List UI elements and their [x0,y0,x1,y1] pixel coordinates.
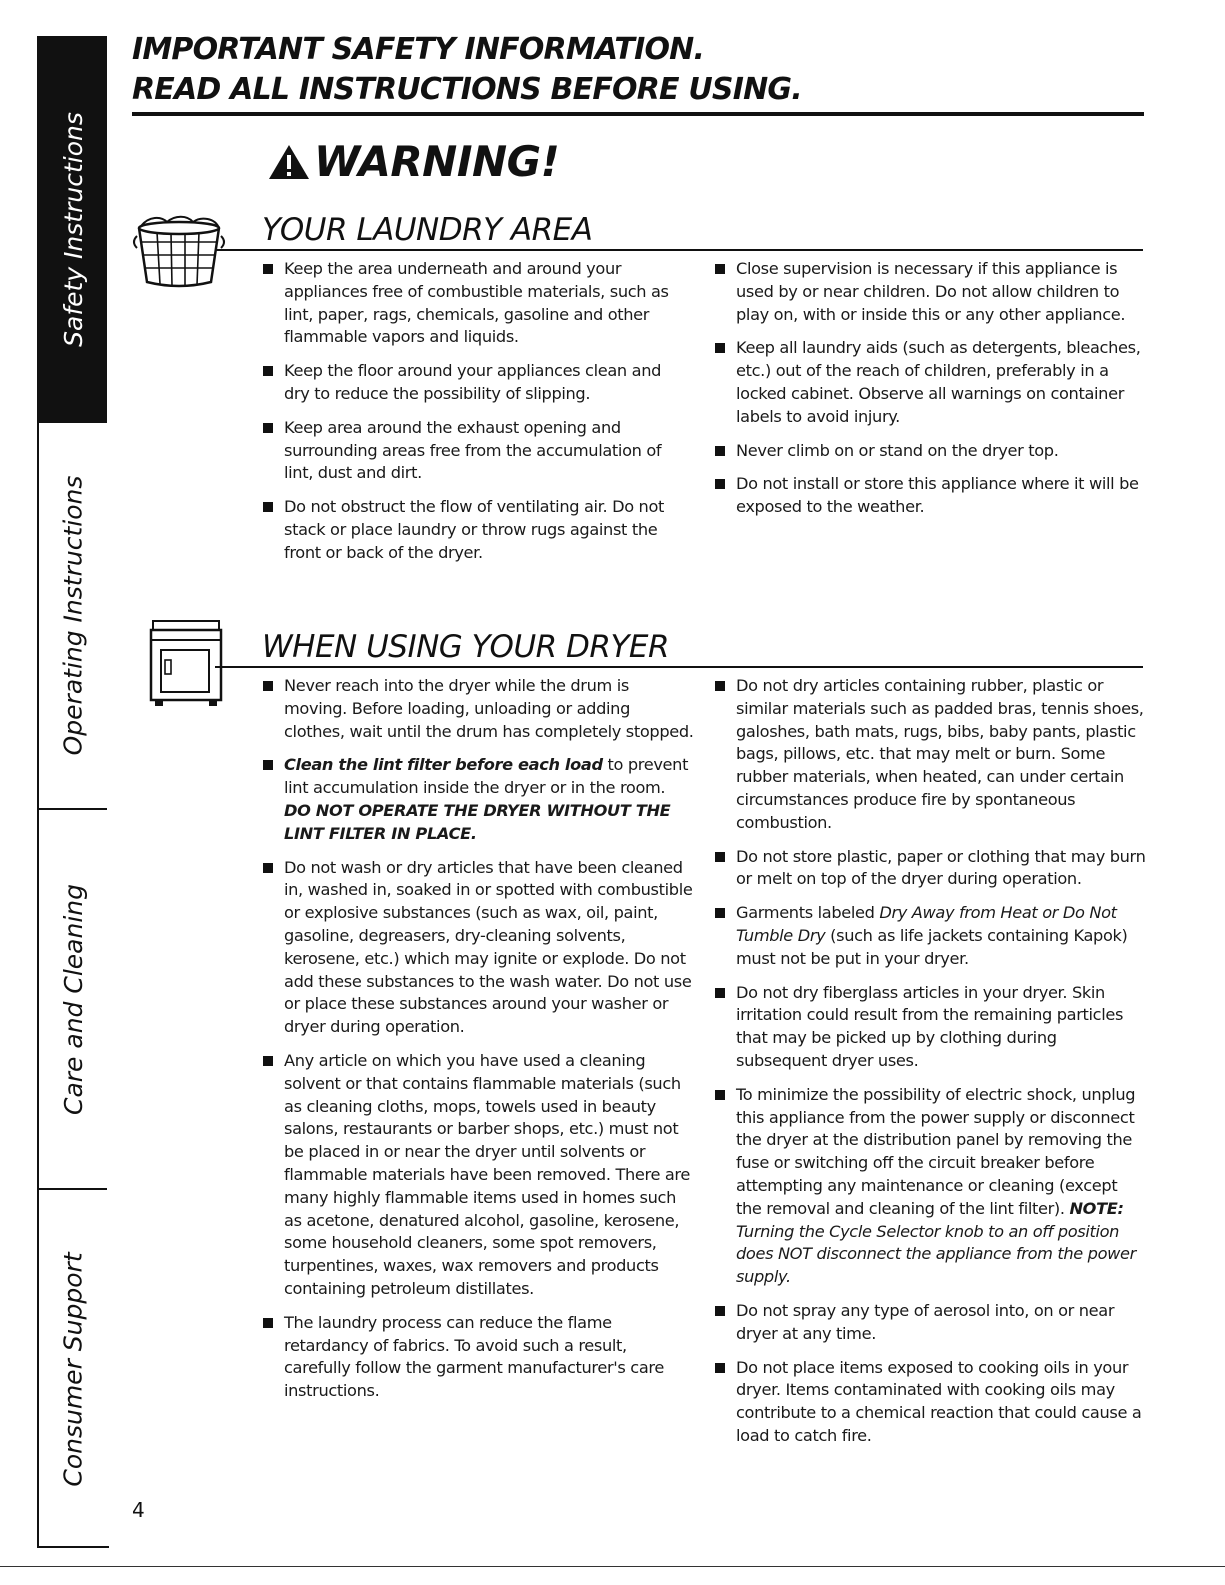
list-item: Do not spray any type of aerosol into, on or near dryer at any time. [714,1300,1146,1346]
warning-text: WARNING! [314,137,560,186]
bullet-icon [715,264,725,274]
section-rule [215,249,1143,251]
laundry-area-right-column [714,258,1146,530]
list-item: Any article on which you have used a cleaning solvent or that contains flammable materials (such as cleaning cloths, mops, towels used in beauty salons, restaurants or barber shops, etc.) must not be placed in or near the dryer until solvents or flammable materials have been removed. There are many highly flammable items used in homes such as acetone, denatured alcohol, gasoline, kerosene, some household cleaners, some spot removers, turpentines, waxes, wax removers and products containing petroleum distillates. [262,1050,694,1301]
warning-triangle-icon [268,144,310,180]
header-line-1: IMPORTANT SAFETY INFORMATION. [132,32,705,67]
bullet-icon [263,264,273,274]
header-rule [132,112,1144,116]
tab-operating-instructions[interactable] [37,421,107,808]
bullet-icon [715,343,725,353]
list-item: Do not store plastic, paper or clothing that may burn or melt on top of the dryer during operation. [714,846,1146,892]
using-dryer-left-column [262,675,694,1414]
list-item: Keep the floor around your appliances clean and dry to reduce the possibility of slipping. [262,360,682,406]
tab-label: Care and Cleaning [58,883,88,1115]
bullet-icon [263,423,273,433]
bullet-icon [715,1090,725,1100]
tab-consumer-support[interactable] [37,1188,107,1548]
bullet-icon [715,908,725,918]
page-bottom-rule [0,1566,1225,1567]
page-number: 4 [132,1498,145,1522]
bullet-icon [263,760,273,770]
section-tabs [37,36,107,1548]
list-item: Keep all laundry aids (such as detergents, bleaches, etc.) out of the reach of children, preferably in a locked cabinet. Observe all warnings on container labels to avoid injury. [714,337,1146,428]
bullet-icon [263,1056,273,1066]
bullet-icon [715,1306,725,1316]
list-item: Clean the lint filter before each load to prevent lint accumulation inside the dryer or in the room. DO NOT OPERATE THE DRYER WITHOUT THE LINT FILTER IN PLACE. [262,754,694,845]
tab-label: Consumer Support [58,1251,88,1487]
list-item: Do not obstruct the flow of ventilating air. Do not stack or place laundry or throw rugs against the front or back of the dryer. [262,496,682,564]
laundry-basket-icon [127,214,231,290]
warning-title [268,137,559,186]
bullet-icon [715,852,725,862]
bullet-icon [715,446,725,456]
tab-label: Operating Instructions [58,475,88,756]
list-item: To minimize the possibility of electric shock, unplug this appliance from the power supply or disconnect the dryer at the distribution panel by removing the fuse or switching off the circuit breaker before attempting any maintenance or cleaning (except the removal and cleaning of the lint filter). NOTE: Turning the Cycle Selector knob to an off position does NOT disconnect the appliance from the power supply. [714,1084,1146,1289]
list-item: Do not place items exposed to cooking oils in your dryer. Items contaminated with cooking oils may contribute to a chemical reaction that could cause a load to catch fire. [714,1357,1146,1448]
list-item: Do not install or store this appliance where it will be exposed to the weather. [714,473,1146,519]
header-line-2: READ ALL INSTRUCTIONS BEFORE USING. [132,72,802,107]
bullet-icon [263,366,273,376]
list-item: Never reach into the dryer while the drum is moving. Before loading, unloading or adding clothes, wait until the drum has completely stopped. [262,675,694,743]
bullet-icon [715,988,725,998]
using-dryer-right-column [714,675,1146,1459]
laundry-area-left-column [262,258,682,576]
section-rule [215,666,1143,668]
bullet-icon [263,681,273,691]
list-item: Do not dry fiberglass articles in your dryer. Skin irritation could result from the remaining particles that may be picked up by clothing during subsequent dryer uses. [714,982,1146,1073]
tab-safety-instructions[interactable] [37,36,107,421]
page-header [132,30,1142,110]
list-item: Never climb on or stand on the dryer top. [714,440,1146,463]
sidebar-bottom-rule [37,1546,109,1548]
section-heading-using-dryer: WHEN USING YOUR DRYER [262,629,670,665]
bullet-icon [715,1363,725,1373]
bullet-icon [715,479,725,489]
list-item: Do not dry articles containing rubber, plastic or similar materials such as padded bras, tennis shoes, galoshes, bath mats, rugs, bibs, baby pants, plastic bags, pillows, etc. that may melt or burn. Some rubber materials, when heated, can under certain circumstances produce fire by spontaneous combustion. [714,675,1146,835]
list-item: The laundry process can reduce the flame retardancy of fabrics. To avoid such a result, carefully follow the garment manufacturer's care instructions. [262,1312,694,1403]
list-item: Close supervision is necessary if this appliance is used by or near children. Do not allow children to play on, with or inside this or any other appliance. [714,258,1146,326]
tab-label: Safety Instructions [58,112,88,347]
dryer-icon [145,618,231,712]
list-item: Garments labeled Dry Away from Heat or Do Not Tumble Dry (such as life jackets containing Kapok) must not be put in your dryer. [714,902,1146,970]
bullet-icon [263,502,273,512]
bullet-icon [715,681,725,691]
list-item: Keep area around the exhaust opening and surrounding areas free from the accumulation of lint, dust and dirt. [262,417,682,485]
list-item: Do not wash or dry articles that have been cleaned in, washed in, soaked in or spotted with combustible or explosive substances (such as wax, oil, paint, gasoline, degreasers, dry-cleaning solvents, kerosene, etc.) which may ignite or explode. Do not add these substances to the wash water. Do not use or place these substances around your washer or dryer during operation. [262,857,694,1039]
section-heading-laundry-area: YOUR LAUNDRY AREA [262,212,593,248]
bullet-icon [263,1318,273,1328]
list-item: Keep the area underneath and around your appliances free of combustible materials, such as lint, paper, rags, chemicals, gasoline and other flammable vapors and liquids. [262,258,682,349]
tab-care-and-cleaning[interactable] [37,808,107,1188]
bullet-icon [263,863,273,873]
